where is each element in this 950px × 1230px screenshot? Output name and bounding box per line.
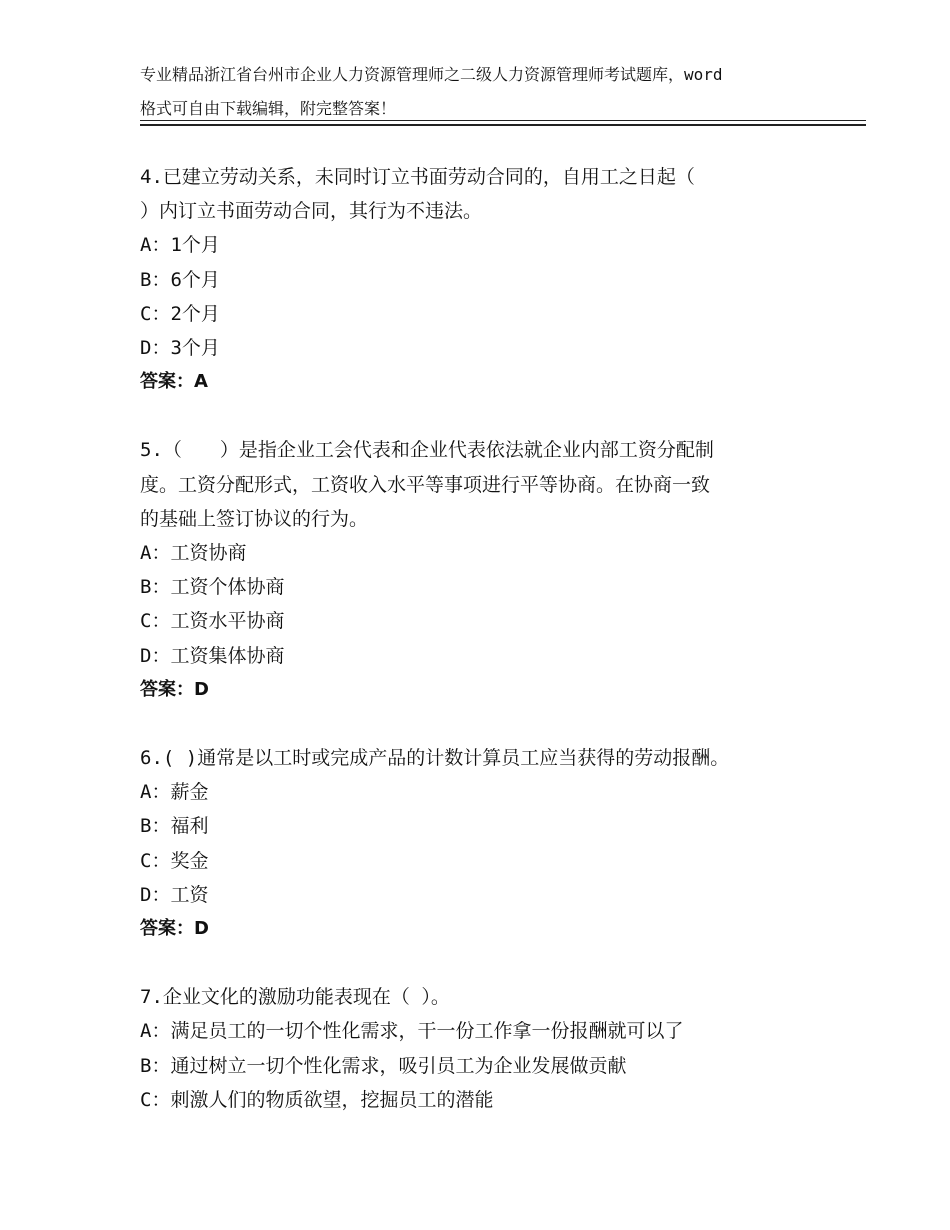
option-c: C：奖金 [140, 849, 209, 872]
header-divider-thick [140, 124, 866, 126]
option-a: A：工资协商 [140, 542, 247, 565]
option-b: B：6个月 [140, 268, 220, 291]
question-6 [140, 741, 840, 946]
question-stem-line: 的基础上签订协议的行为。 [140, 507, 369, 530]
question-stem-line: 4.已建立劳动关系，未同时订立书面劳动合同的，自用工之日起（ [140, 166, 695, 188]
answer-line: 答案：A [140, 371, 208, 393]
question-4 [140, 160, 840, 399]
option-c: C：2个月 [140, 302, 220, 325]
option-a: A：1个月 [140, 234, 220, 257]
option-d: D：工资集体协商 [140, 644, 285, 667]
option-a: A：满足员工的一切个性化需求，干一份工作拿一份报酬就可以了 [140, 1020, 684, 1043]
question-7 [140, 980, 840, 1117]
option-c: C：工资水平协商 [140, 610, 285, 633]
option-d: D：工资 [140, 883, 209, 906]
document-header [140, 58, 840, 126]
option-d: D：3个月 [140, 337, 220, 360]
option-b: B：通过树立一切个性化需求，吸引员工为企业发展做贡献 [140, 1054, 627, 1077]
question-stem-line: 6.( )通常是以工时或完成产品的计数计算员工应当获得的劳动报酬。 [140, 747, 730, 770]
question-5 [140, 433, 840, 707]
option-c: C：刺激人们的物质欲望，挖掘员工的潜能 [140, 1088, 494, 1111]
question-stem-line: 5.（ ）是指企业工会代表和企业代表依法就企业内部工资分配制 [140, 439, 714, 462]
header-divider-thin [140, 120, 866, 121]
question-list [140, 160, 840, 1151]
question-stem-line: ）内订立书面劳动合同，其行为不违法。 [140, 200, 483, 223]
question-stem-line: 度。工资分配形式，工资收入水平等事项进行平等协商。在协商一致 [140, 473, 711, 496]
answer-line: 答案：D [140, 678, 209, 700]
option-b: B：福利 [140, 815, 209, 838]
option-b: B：工资个体协商 [140, 576, 285, 599]
header-line-1: 专业精品浙江省台州市企业人力资源管理师之二级人力资源管理师考试题库，word [140, 65, 723, 84]
header-line-2: 格式可自由下载编辑，附完整答案！ [140, 99, 397, 119]
option-a: A：薪金 [140, 781, 209, 804]
answer-line: 答案：D [140, 918, 209, 940]
question-stem-line: 7.企业文化的激励功能表现在（ ）。 [140, 986, 450, 1009]
